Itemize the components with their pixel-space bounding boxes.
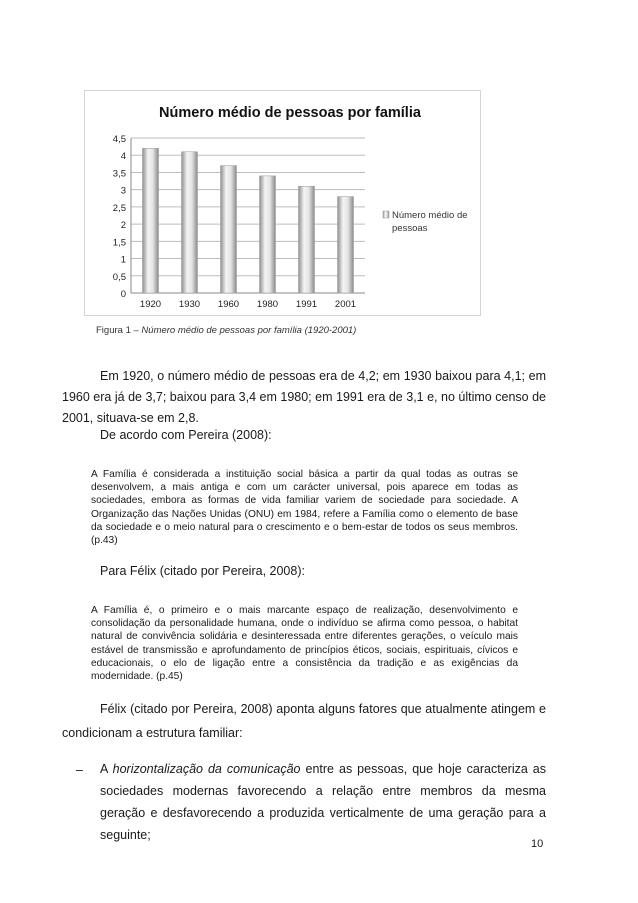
- legend-swatch: [383, 211, 389, 218]
- page-number: 10: [531, 838, 544, 850]
- y-tick-label: 4,5: [112, 134, 126, 145]
- x-tick-label: 1960: [217, 299, 240, 310]
- y-tick-label: 0,5: [112, 271, 126, 283]
- x-tick-label: 1991: [295, 299, 318, 310]
- paragraph-factors: Félix (citado por Pereira, 2008) aponta alguns fatores que atualmente atingem e condicionam a estrutura familiar:: [62, 702, 546, 740]
- paragraph-population: Em 1920, o número médio de pessoas era de 4,2; em 1930 baixou para 4,1; em 1960 era já de 3,7; baixou para 3,4 em 1980; em 1991 era de 3,1 e, no último censo de 2001, situava-se em 2,8.: [62, 369, 546, 425]
- y-tick-label: 1,5: [112, 237, 126, 249]
- y-tick-label: 3: [120, 185, 126, 197]
- y-tick-label: 3,5: [112, 168, 126, 180]
- quote-pereira: A Família é considerada a instituição social básica a partir da qual todas as outras se desenvolvem, a mais antiga e com um carácter universal, pois aparece em todas as sociedades, embora as formas de vida familiar variem de sociedade para sociedade. A Organização das Nações Unidas (ONU) em 1984, refere a Família como o elemento de base da sociedade e o meio natural para o crescimento e o bem-estar de todos os seus membros. (p.43): [91, 469, 518, 547]
- bullet-pre: A: [100, 762, 113, 776]
- legend-label: Número médio de: [392, 210, 468, 221]
- bar: [221, 166, 237, 293]
- bar-chart: [84, 90, 481, 316]
- chart-title: Número médio de pessoas por família: [159, 105, 421, 121]
- quote-felix: A Família é, o primeiro e o mais marcante espaço de realização, desenvolvimento e consolidação da personalidade humana, onde o indivíduo se afirma como pessoa, o habitat natural de convivência solidária e desinteressada entre diferentes gerações, o veículo mais estável de transmissão e aprofundamento de princípios éticos, sociais, espirituais, cívicos e educacionais, o elo de ligação entre a consistência da tradição e as exigências da modernidade. (p.45): [91, 605, 518, 683]
- y-tick-label: 1: [120, 254, 126, 266]
- y-tick-label: 0: [120, 289, 126, 300]
- chart-canvas: [85, 91, 482, 317]
- legend-label: pessoas: [392, 223, 428, 234]
- lead-felix: Para Félix (citado por Pereira, 2008):: [100, 564, 305, 578]
- x-tick-label: 1930: [178, 299, 201, 310]
- bar: [299, 186, 315, 293]
- y-tick-label: 2: [120, 220, 126, 232]
- bar: [182, 152, 198, 293]
- y-tick-label: 2,5: [112, 202, 126, 214]
- bullet-dash: –: [76, 763, 83, 777]
- figure-caption: [96, 325, 356, 336]
- caption-text: Número médio de pessoas por família (1920-2001): [141, 325, 357, 336]
- lead-pereira: De acordo com Pereira (2008):: [100, 428, 272, 442]
- x-tick-label: 1980: [256, 299, 279, 310]
- bullet-post: entre as pessoas, que hoje caracteriza as sociedades modernas favorecendo a relação entre membros da mesma geração e desfavorecendo a produzida verticalmente de uma geração para a seguinte;: [100, 762, 546, 842]
- bar: [143, 148, 159, 293]
- bullet-emphasis: horizontalização da comunicação: [112, 762, 301, 776]
- y-tick-label: 4: [120, 151, 126, 163]
- bar: [260, 176, 276, 293]
- x-tick-label: 2001: [334, 299, 357, 310]
- caption-prefix: Figura 1 –: [96, 325, 142, 336]
- bullet-item: [100, 758, 546, 846]
- bar: [338, 197, 354, 293]
- x-tick-label: 1920: [139, 299, 162, 310]
